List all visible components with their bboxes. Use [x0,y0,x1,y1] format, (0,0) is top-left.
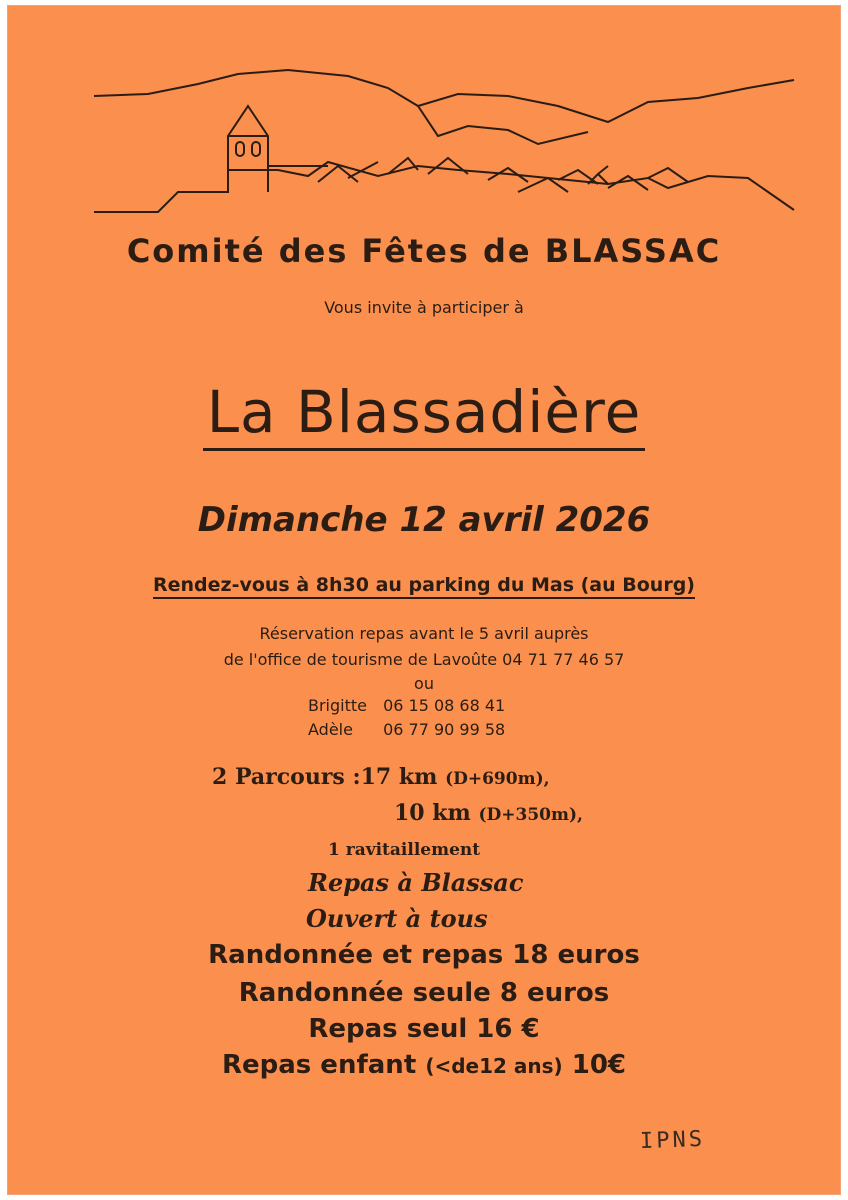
route-2-elevation: (D+350m), [478,805,583,825]
church-tower [228,106,268,192]
event-title [0,378,848,451]
price-meal-only: Repas seul 16 € [308,1014,540,1044]
mountain-ridge [94,70,794,122]
price-hike-meal: Randonnée et repas 18 euros [208,940,640,970]
price-child-meal [0,1050,848,1080]
contact-name: Adèle [308,720,353,739]
meeting-point [0,574,848,599]
open-to-all: Ouvert à tous [306,904,488,933]
supply-stop: 1 ravitaillement [328,840,481,860]
event-title-text: La Blassadière [203,378,646,451]
ipns-mark: IPNS [639,1126,706,1155]
contact-name: Brigitte [308,696,367,715]
reservation-line-1: Réservation repas avant le 5 avril auprès [259,624,589,643]
child-age-limit: (<de12 ans) [425,1054,563,1078]
price-hike-only: Randonnée seule 8 euros [238,978,610,1008]
invite-text: Vous invite à participer à [324,298,524,317]
route-1-elevation: (D+690m), [445,769,550,789]
routes-line-2 [394,800,583,826]
child-meal-label: Repas enfant [221,1050,417,1080]
meeting-point-text: Rendez-vous à 8h30 au parking du Mas (au Bourg) [153,574,695,599]
route-2-distance: 10 km [394,800,471,826]
routes-label: 2 Parcours : [212,764,361,790]
ground-line [94,162,794,212]
mountain-slope [418,106,588,144]
meal-place: Repas à Blassac [308,868,524,897]
route-1-distance: 17 km [360,764,438,790]
child-meal-price: 10€ [571,1050,627,1080]
contact-phone: 06 15 08 68 41 [383,696,506,715]
committee-heading: Comité des Fêtes de BLASSAC [126,232,722,270]
contact-phone: 06 77 90 99 58 [383,720,506,739]
village-illustration [88,66,802,226]
contact-adele [308,720,505,739]
reservation-line-2: de l'office de tourisme de Lavoûte 04 71 77 46 57 [223,650,625,669]
routes-line-1 [212,764,550,790]
contact-brigitte [308,696,505,715]
event-date: Dimanche 12 avril 2026 [197,500,651,540]
reservation-or: ou [414,674,434,693]
